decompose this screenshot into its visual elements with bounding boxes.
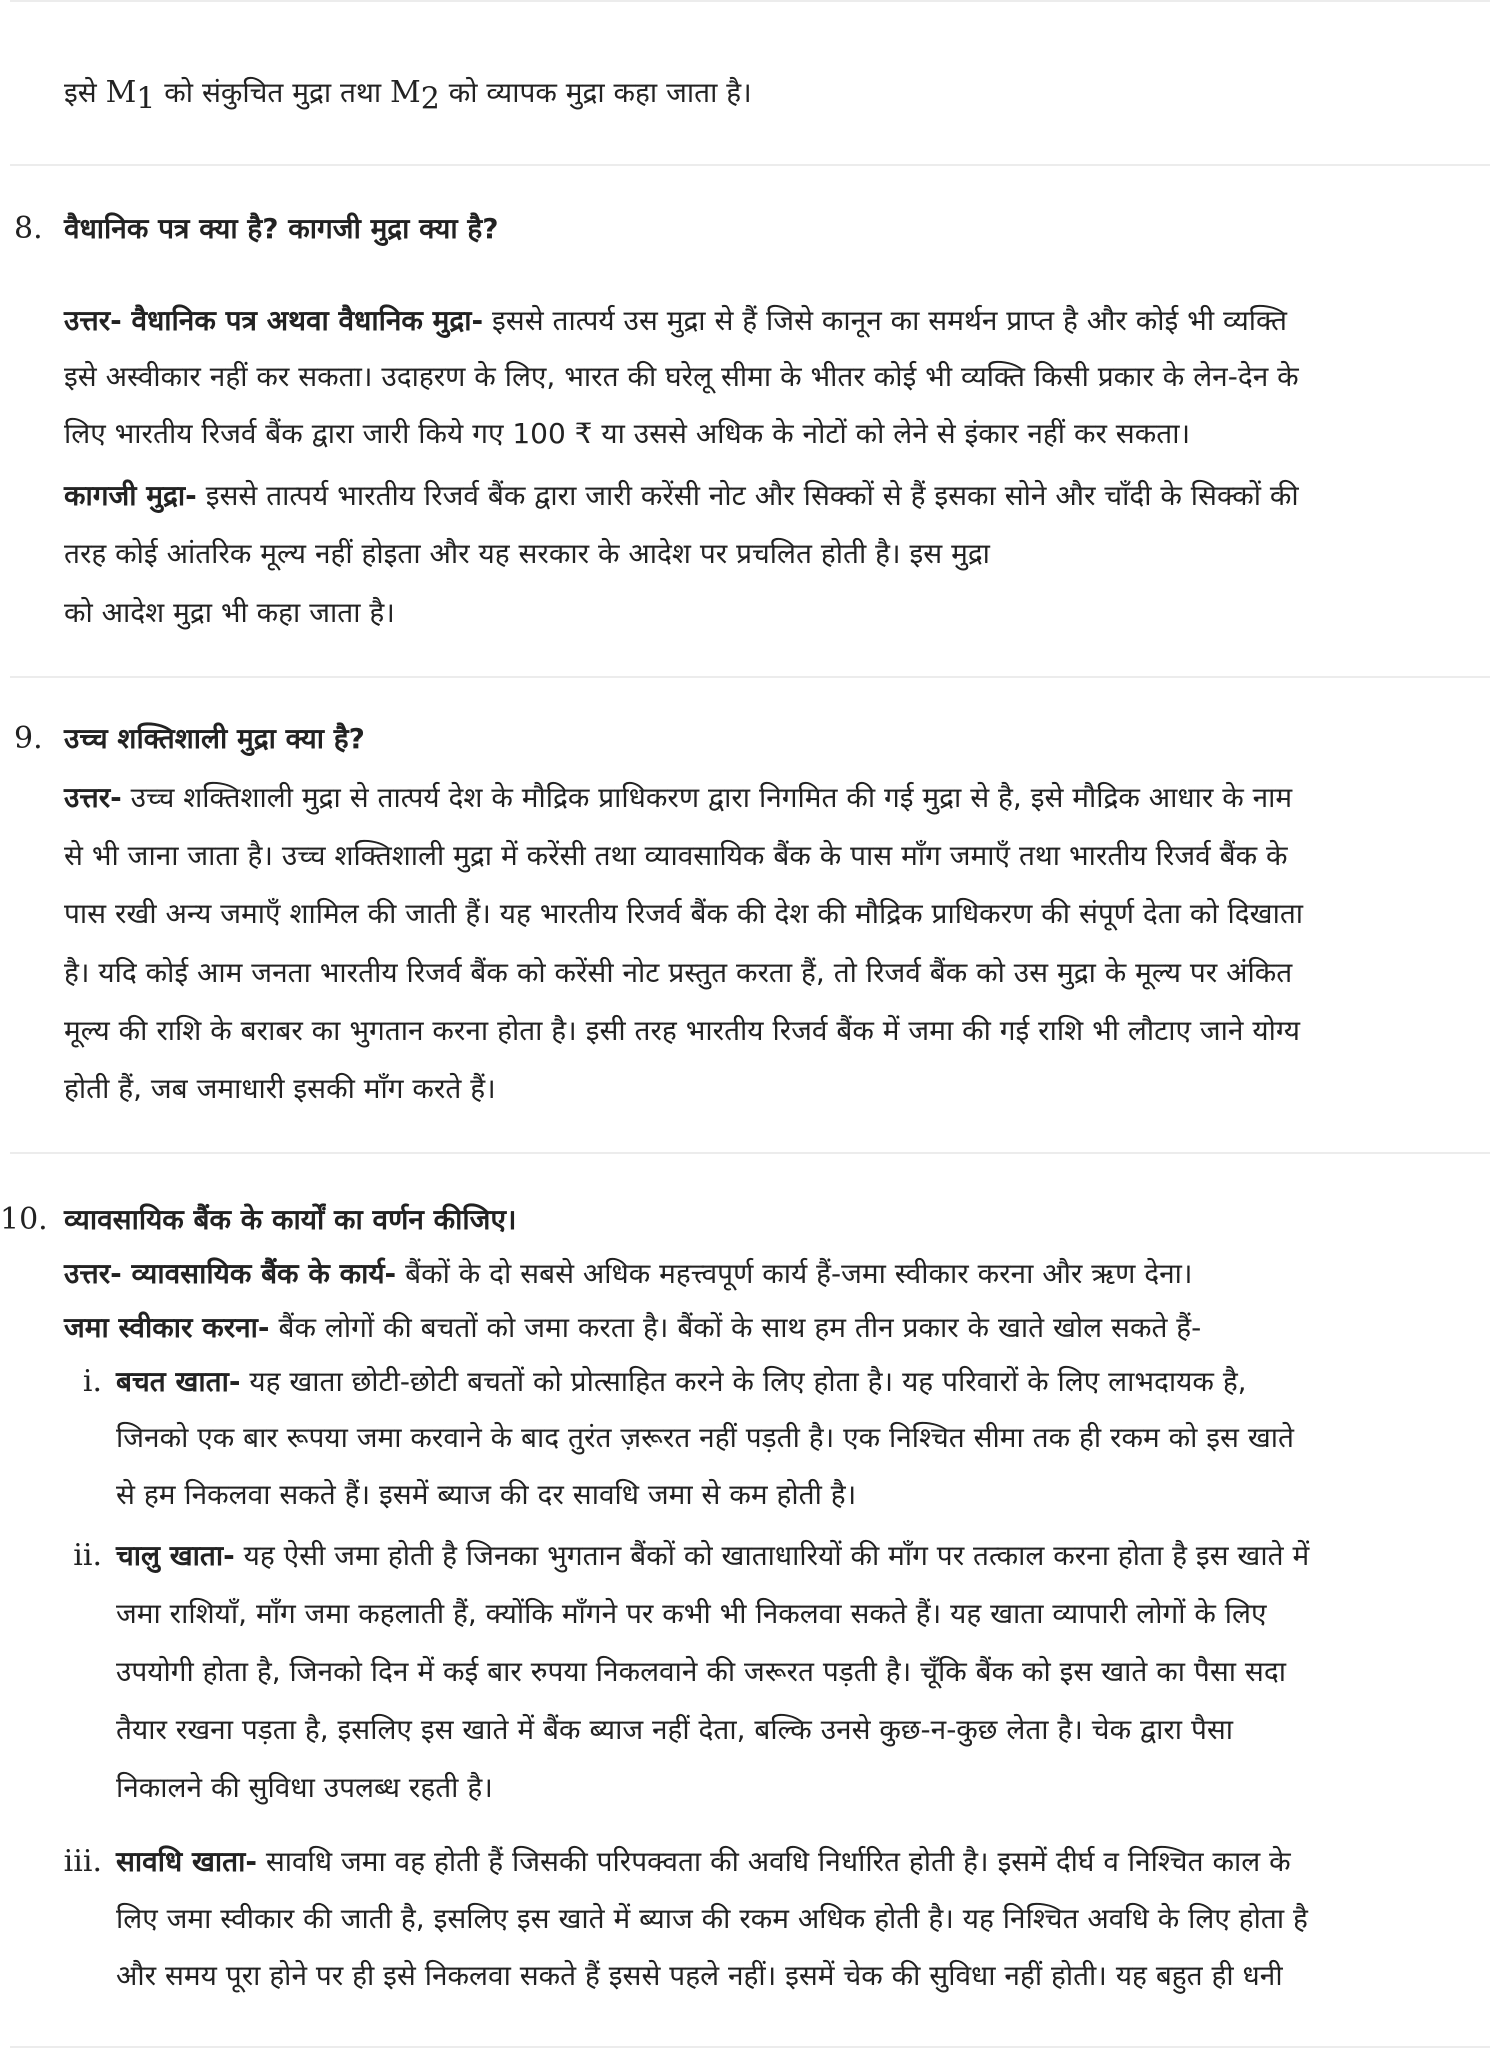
q8-answer-line: को आदेश मुद्रा भी कहा जाता है। <box>64 596 395 629</box>
q9-answer-line: पास रखी अन्य जमाएँ शामिल की जाती हैं। यह भारतीय रिजर्व बैंक की देश की मौद्रिक प्राधिकरण की संपूर्ण देता को दिखाता <box>64 897 1304 930</box>
answer-label: उत्तर- वैधानिक पत्र अथवा वैधानिक मुद्रा- <box>64 304 484 337</box>
m1-symbol: M <box>105 75 137 110</box>
list-item-line: से हम निकलवा सकते हैं। इसमें ब्याज की दर सावधि जमा से कम होती है। <box>116 1478 857 1511</box>
q8-answer-line: लिए भारतीय रिजर्व बैंक द्वारा जारी किये गए 100 ₹ या उससे अधिक के नोटों को लेने से इंकार नहीं कर सकता। <box>64 417 1191 450</box>
intro-text-2: को संकुचित मुद्रा तथा <box>155 76 391 109</box>
list-item-line: लिए जमा स्वीकार की जाती है, इसलिए इस खाते में ब्याज की रकम अधिक होती है। यह निश्चित अवधि के लिए होता है <box>116 1902 1308 1935</box>
top-divider <box>10 0 1490 2</box>
m2-subscript: 2 <box>420 81 440 117</box>
answer-text: बैंक लोगों की बचतों को जमा करता है। बैंकों के साथ हम तीन प्रकार के खाते खोल सकते हैं- <box>269 1311 1202 1344</box>
list-marker: i. <box>82 1364 102 1399</box>
q9-answer-line: मूल्य की राशि के बराबर का भुगतान करना होता है। इसी तरह भारतीय रिजर्व बैंक में जमा की गई राशि भी लौटाए जाने योग्य <box>64 1014 1300 1047</box>
answer-label: जमा स्वीकार करना- <box>64 1311 270 1344</box>
divider <box>10 676 1490 678</box>
q8-answer-line: इसे अस्वीकार नहीं कर सकता। उदाहरण के लिए, भारत की घरेलू सीमा के भीतर कोई भी व्यक्ति किसी प्रकार के लेन-देन के <box>64 360 1299 393</box>
list-item-line <box>116 1361 1247 1403</box>
answer-text: इससे तात्पर्य भारतीय रिजर्व बैंक द्वारा जारी करेंसी नोट और सिक्कों से हैं इसका सोने और चाँदी के सिक्कों की <box>196 479 1299 512</box>
answer-label: उत्तर- <box>64 781 122 814</box>
list-item-title: बचत खाता- <box>116 1365 241 1398</box>
answer-label: कागजी मुद्रा- <box>64 479 197 512</box>
question-9-title: उच्च शक्तिशाली मुद्रा क्या है? <box>64 722 365 755</box>
answer-label: उत्तर- व्यावसायिक बैंक के कार्य- <box>64 1257 397 1290</box>
q9-answer-line: से भी जाना जाता है। उच्च शक्तिशाली मुद्रा में करेंसी तथा व्यावसायिक बैंक के पास माँग जमाएँ तथा भारतीय रिजर्व बैंक के <box>64 839 1288 872</box>
list-item-line: जिनको एक बार रूपया जमा करवाने के बाद तुरंत ज़रूरत नहीं पड़ती है। एक निश्चित सीमा तक ही रकम को इस खाते <box>116 1421 1295 1454</box>
divider <box>10 1152 1490 1154</box>
m2-symbol: M <box>390 75 421 110</box>
answer-text: उच्च शक्तिशाली मुद्रा से तात्पर्य देश के मौद्रिक प्राधिकरण द्वारा निगमित की गई मुद्रा से है, इसे मौद्रिक आधार के नाम <box>121 781 1293 814</box>
list-item-text: यह खाता छोटी-छोटी बचतों को प्रोत्साहित करने के लिए होता है। यह परिवारों के लिए लाभदायक है, <box>240 1365 1247 1398</box>
question-number: 10. <box>0 1202 48 1237</box>
question-number: 8. <box>14 211 43 246</box>
list-marker: iii. <box>63 1844 102 1879</box>
q10-answer-line <box>64 1307 1201 1349</box>
q10-answer-line <box>64 1253 1193 1295</box>
list-item-line <box>116 1535 1309 1577</box>
divider <box>10 164 1490 166</box>
list-item-line: जमा राशियाँ, माँग जमा कहलाती हैं, क्योंकि माँगने पर कभी भी निकलवा सकते हैं। यह खाता व्यापारी लोगों के लिए <box>116 1597 1267 1630</box>
question-8-title: वैधानिक पत्र क्या है? कागजी मुद्रा क्या है? <box>64 212 499 245</box>
list-item-title: सावधि खाता- <box>116 1845 257 1878</box>
intro-text-1: इसे <box>64 76 106 109</box>
list-item-line: निकालने की सुविधा उपलब्ध रहती है। <box>116 1771 493 1804</box>
list-item-text: यह ऐसी जमा होती है जिनका भुगतान बैंकों को खाताधारियों की माँग पर तत्काल करना होता है इस खाते में <box>234 1539 1310 1572</box>
list-item-line <box>116 1841 1291 1883</box>
list-item-line: उपयोगी होता है, जिनको दिन में कई बार रुपया निकलवाने की जरूरत पड़ती है। चूँकि बैंक को इस खाते का पैसा सदा <box>116 1655 1286 1688</box>
question-number: 9. <box>14 721 43 756</box>
question-10-title: व्यावसायिक बैंक के कार्यों का वर्णन कीजिए। <box>64 1203 517 1236</box>
intro-line <box>64 72 752 121</box>
q8-answer-line <box>64 300 1287 342</box>
intro-text-3: को व्यापक मुद्रा कहा जाता है। <box>439 76 752 109</box>
list-item-line: और समय पूरा होने पर ही इसे निकलवा सकते हैं इससे पहले नहीं। इसमें चेक की सुविधा नहीं होती। यह बहुत ही धनी <box>116 1959 1283 1992</box>
q9-answer-line: है। यदि कोई आम जनता भारतीय रिजर्व बैंक को करेंसी नोट प्रस्तुत करता हैं, तो रिजर्व बैंक को उस मुद्रा के मूल्य पर अंकित <box>64 956 1293 989</box>
answer-text: इससे तात्पर्य उस मुद्रा से हैं जिसे कानून का समर्थन प्राप्त है और कोई भी व्यक्ति <box>483 304 1288 337</box>
q9-answer-line <box>64 777 1292 819</box>
list-marker: ii. <box>73 1538 102 1573</box>
answer-text: बैंकों के दो सबसे अधिक महत्त्वपूर्ण कार्य हैं-जमा स्वीकार करना और ऋण देना। <box>396 1257 1193 1290</box>
list-item-text: सावधि जमा वह होती हैं जिसकी परिपक्वता की अवधि निर्धारित होती है। इसमें दीर्घ व निश्चित काल के <box>256 1845 1291 1878</box>
bottom-divider <box>10 2046 1490 2048</box>
q9-answer-line: होती हैं, जब जमाधारी इसकी माँग करते हैं। <box>64 1072 496 1105</box>
m1-subscript: 1 <box>136 81 156 117</box>
q8-answer-line <box>64 475 1299 517</box>
list-item-line: तैयार रखना पड़ता है, इसलिए इस खाते में बैंक ब्याज नहीं देता, बल्कि उनसे कुछ-न-कुछ लेता है। चेक द्वारा पैसा <box>116 1713 1234 1746</box>
q8-answer-line: तरह कोई आंतरिक मूल्य नहीं होइता और यह सरकार के आदेश पर प्रचलित होती है। इस मुद्रा <box>64 537 990 570</box>
list-item-title: चालु खाता- <box>116 1539 235 1572</box>
